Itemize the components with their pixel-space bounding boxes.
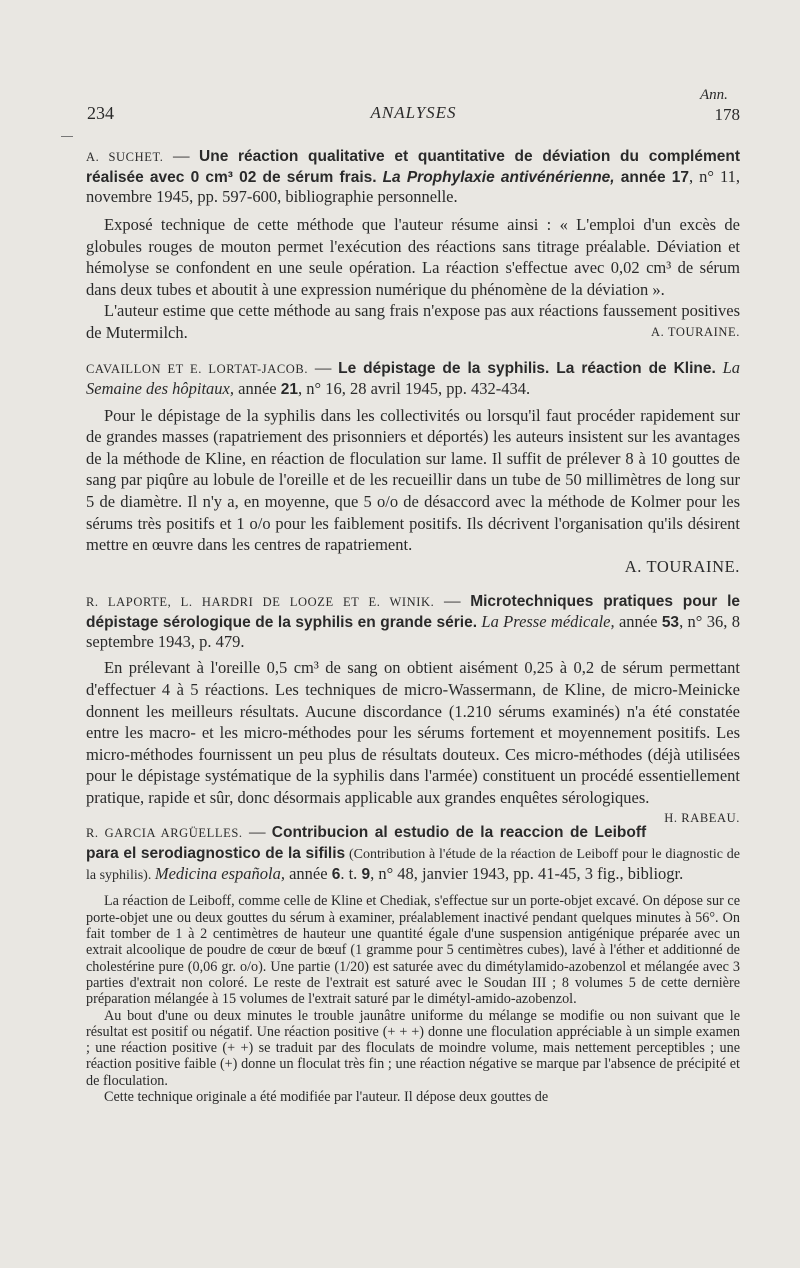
- entry-author: A. SUCHET.: [86, 150, 164, 164]
- page-header: [87, 103, 740, 125]
- entry-author: CAVAILLON ET E. LORTAT-JACOB.: [86, 361, 309, 376]
- entry-reference: A. SUCHET. — Une réaction qualitative et quantitative de déviation du complément réalisée avec 0 cm³ 02 de sérum frais. La Prophylaxie antivénérienne, année 17, n° 11, novembre 1945, pp. 597-600, bibliographie personnelle.: [86, 146, 740, 206]
- entry-suchet: [86, 146, 740, 344]
- entry-paragraph: Au bout d'une ou deux minutes le trouble jaunâtre uniforme du mélange se modifie ou non suivant que le résultat est positif ou négatif. Une réaction positive (+ + +) donne une floculation appréciable à un simple examen ; une réaction positive (+ +) se traduit par des floculats de moindre volume, mais nettement perceptibles ; une réaction positive faible (+) donne un floculat très fin ; une réaction négative se marque par l'absence de précipité et de floculation.: [86, 1007, 740, 1089]
- entry-author: R. GARCIA ARGÜELLES.: [86, 826, 243, 841]
- entry-garcia: [86, 822, 740, 1105]
- entry-cavaillon: [86, 358, 740, 578]
- entry-signature: A. TOURAINE.: [650, 324, 740, 339]
- entry-translation: (Contribution à l'étude de la réaction de Leiboff pour le diagnostic de la syphilis).: [86, 847, 741, 884]
- entry-details: , n° 48, janvier 1943, pp. 41-45, 3 fig., bibliogr.: [370, 864, 684, 884]
- entry-reference: R. LAPORTE, L. HARDRI DE LOOZE ET E. WINIK. — Microtechniques pratiques pour le dépistage sérologique de la syphilis en grande série. La Presse médicale, année 53, n° 36, 8 septembre 1943, p. 479.: [86, 591, 740, 652]
- running-title: ANALYSES: [370, 103, 457, 122]
- entry-title: Microtechniques pratiques pour le dépistage sérologique de la syphilis en grande série.: [86, 593, 740, 632]
- entry-details: , n° 36, 8 septembre 1943, p. 479.: [86, 612, 740, 652]
- entry-volume: 53: [661, 614, 680, 632]
- entry-signature: A. TOURAINE.: [624, 556, 740, 576]
- page-number: 234: [87, 103, 114, 123]
- entry-title: Le dépistage de la syphilis. La réaction de Kline.: [338, 359, 716, 377]
- entry-paragraph: L'auteur estime que cette méthode au sang frais n'expose pas aux réactions faussement positives de Mutermilch. A. TOURAINE.: [86, 301, 740, 342]
- entry-title: Une réaction qualitative et quantitative de déviation du complément réalisée avec 0 cm³ 02 de sérum frais.: [86, 148, 740, 186]
- entry-journal: La Semaine des hôpitaux,: [86, 357, 741, 398]
- entry-reference: CAVAILLON ET E. LORTAT-JACOB. — Le dépistage de la syphilis. La réaction de Kline. La Semaine des hôpitaux, année 21, n° 16, 28 avril 1945, pp. 432-434.: [86, 357, 741, 398]
- entry-tome: 9: [361, 866, 371, 884]
- entry-paragraph: Exposé technique de cette méthode que l'auteur résume ainsi : « L'emploi d'un excès de globules rouges de mouton permet l'exécution des réactions sans titrage préalable. Déviation et hémolyse se confondent en une seule opération. La réaction s'effectue avec 0,02 cm³ de sérum dans deux tubes et aboutit à une expression numérique du phénomène de la déviation ».: [86, 215, 740, 299]
- entry-paragraph: La réaction de Leiboff, comme celle de Kline et Chediak, s'effectue sur un porte-objet excavé. On dépose sur ce porte-objet une ou deux gouttes du sérum à examiner, préalablement inactivé pendant quelques minutes à 56°. On fait tomber de 1 à 2 centimètres de hauteur une quantité égale d'une suspension antigénique préparée avec un extrait alcoolique de poudre de cœur de bœuf (1 gramme pour 5 centimètres cubes), lavé à l'éther et additionné de cholestérine pure (0,06 gr. o/o). Une partie (1/20) est saturée avec du dimétylamido-azobenzol et mélangée avec 3 parties d'extrait non coloré. Le reste de l'extrait est saturé avec le Soudan III ; 8 volumes 5 de cette dernière préparation mélangée à 15 volumes de l'extrait saturé par le dimétyl-amido-azobenzol.: [86, 893, 740, 1008]
- folio-number: 178: [714, 105, 740, 124]
- entry-journal: Medicina española,: [154, 864, 285, 884]
- entry-signature: H. RABEAU.: [664, 811, 740, 826]
- entry-paragraph: Cette technique originale a été modifiée par l'auteur. Il dépose deux gouttes de: [104, 1089, 549, 1106]
- entry-paragraph: Pour le dépistage de la syphilis dans les collectivités ou lorsqu'il faut procéder rapidement sur de grandes masses (rapatriement des prisonniers et déportés) les auteurs insistent sur les avantages de la méthode de Kline, en réaction de floculation sur lame. Il suffit de prélever 8 à 10 gouttes de sang par piqûre au lobule de l'oreille et de les recueillir dans un tube de 50 millimètres de long sur 5 de diamètre. Il n'y a, en moyenne, que 5 o/o de désaccord avec la méthode de Kolmer pour les sérums très positifs et 1 o/o pour les faiblement positifs. Ils décrivent l'organisation qu'ils désirent mettre en œuvre dans les centres de rapatriement.: [86, 405, 740, 555]
- handwritten-annotation: Ann.: [700, 87, 728, 103]
- entry-author: R. LAPORTE, L. HARDRI DE LOOZE ET E. WINIK.: [86, 595, 435, 610]
- entry-volume: 21: [280, 380, 298, 398]
- entry-details: , n° 11, novembre 1945, pp. 597-600, bibliographie personnelle.: [86, 167, 740, 206]
- entry-volume: 17: [671, 169, 689, 186]
- entry-journal: La Prophylaxie antivénérienne,: [382, 169, 615, 186]
- entry-title: Contribucion al estudio de la reaccion de Leiboff para el serodiagnostico de la sifilis: [86, 824, 647, 863]
- entry-laporte: [86, 591, 740, 826]
- entry-paragraph: En prélevant à l'oreille 0,5 cm³ de sang on obtient aisément 0,25 à 0,2 de sérum permettant d'effectuer 4 à 5 réactions. Les techniques de micro-Wassermann, de Kline, de micro-Meinicke donnent les meilleurs résultats. Aucune discordance (1.210 sérums examinés) n'a été constatée entre les macro- et les micro-méthodes pour les sérums fortement et moyennement positifs. Les micro-méthodes fournissent un peu plus de résultats douteux. Ces micro-méthodes (déjà utilisées pour le dépistage systématique de la syphilis dans l'armée) constituent un procédé essentiellement pratique, rapide et sûr, donc désormais applicable aux grandes enquêtes sérologiques. H. RABEAU.: [86, 657, 740, 808]
- entry-reference: R. GARCIA ARGÜELLES. — Contribucion al estudio de la reaccion de Leiboff para el serodiagnostico de la sifilis (Contribution à l'étude de la réaction de Leiboff pour le diagnostic de la syphilis). Medicina española, année 6. t. 9, n° 48, janvier 1943, pp. 41-45, 3 fig., bibliogr.: [86, 822, 741, 884]
- entry-journal: La Presse médicale,: [481, 612, 615, 632]
- entry-volume: 6: [331, 866, 341, 884]
- entry-details: , n° 16, 28 avril 1945, pp. 432-434.: [298, 378, 531, 398]
- margin-mark: [61, 136, 73, 137]
- analyses-list: [86, 146, 740, 1119]
